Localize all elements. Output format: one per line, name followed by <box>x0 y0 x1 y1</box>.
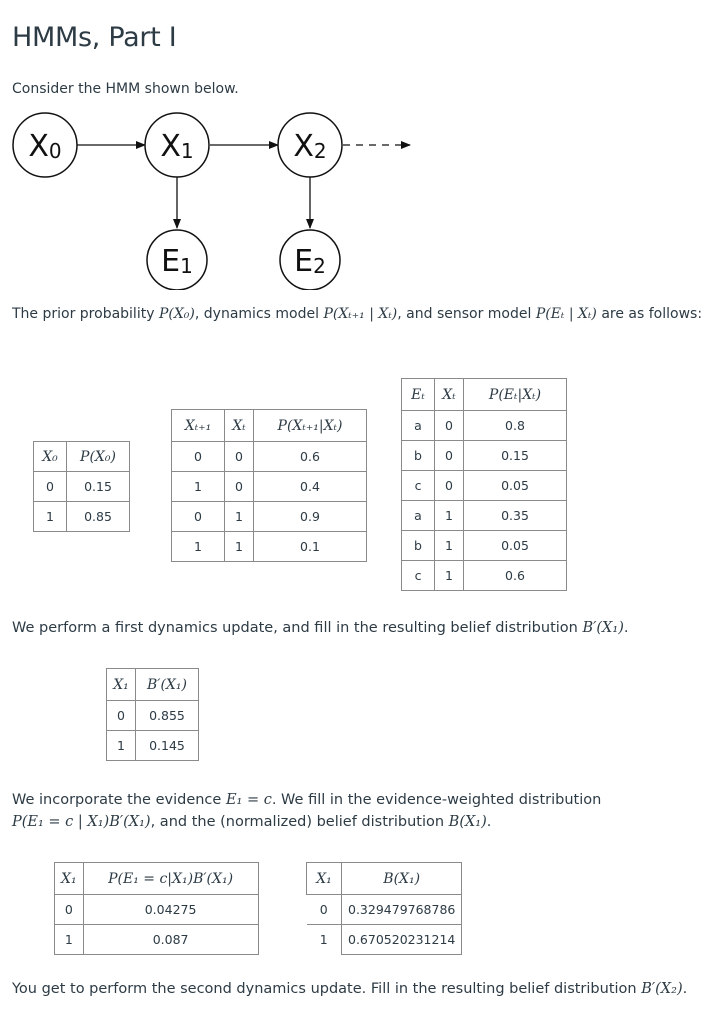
dynamics-table <box>171 409 367 562</box>
table-row <box>172 532 367 562</box>
table-cell: 0 <box>34 472 67 502</box>
table-cell: 1 <box>435 501 464 531</box>
node-x1 <box>145 113 209 177</box>
table-cell: 0 <box>435 411 464 441</box>
models-description: The prior probability P(X₀), dynamics model P(Xₜ₊₁ | Xₜ), and sensor model P(Eₜ | Xₜ) are as follows: <box>12 306 703 322</box>
svg-text:X2: X2 <box>293 129 327 164</box>
table-cell: 1 <box>225 502 254 532</box>
table-cell: 1 <box>307 925 342 955</box>
table-row <box>402 471 567 501</box>
table-cell: 0.145 <box>136 731 199 761</box>
bprime-x1-table <box>106 668 199 761</box>
table-cell: 0.329479768786 <box>342 895 462 925</box>
table-cell: 1 <box>435 561 464 591</box>
table-cell: 0.85 <box>67 502 130 532</box>
hmm-diagram <box>0 110 728 290</box>
table-row <box>107 731 199 761</box>
table-row <box>55 895 259 925</box>
table-cell: 0 <box>172 442 225 472</box>
table-header-cell: P(E₁ = c|X₁)B′(X₁) <box>83 863 258 895</box>
table-cell: 1 <box>172 472 225 502</box>
second-update-text: You get to perform the second dynamics update. Fill in the resulting belief distribution B′(X₂). <box>12 981 688 997</box>
table-cell: b <box>402 441 435 471</box>
table-header-cell: Xₜ <box>225 410 254 442</box>
table-row <box>34 472 130 502</box>
table-header-cell: B(X₁) <box>342 863 462 895</box>
svg-text:E1: E1 <box>161 244 193 279</box>
table-cell: a <box>402 501 435 531</box>
table-cell: 0.8 <box>464 411 567 441</box>
sensor-table <box>401 378 567 591</box>
table-header-cell: X₁ <box>55 863 84 895</box>
table-cell: 0 <box>225 472 254 502</box>
table-cell: 0 <box>435 471 464 501</box>
table-cell: 0.9 <box>254 502 367 532</box>
table-row <box>55 925 259 955</box>
table-cell: 0 <box>107 701 136 731</box>
table-row <box>107 701 199 731</box>
table-row <box>402 531 567 561</box>
table-cell: 0.15 <box>464 441 567 471</box>
table-cell: 0 <box>435 441 464 471</box>
table-row <box>34 502 130 532</box>
table-cell: 0 <box>172 502 225 532</box>
table-cell: 0.04275 <box>83 895 258 925</box>
table-cell: 0.35 <box>464 501 567 531</box>
table-row <box>172 502 367 532</box>
belief-x1-table <box>306 862 462 955</box>
table-cell: 1 <box>435 531 464 561</box>
table-cell: 1 <box>172 532 225 562</box>
table-cell: 0.087 <box>83 925 258 955</box>
table-header-cell: P(Eₜ|Xₜ) <box>464 379 567 411</box>
first-update-text: We perform a first dynamics update, and fill in the resulting belief distribution B′(X₁). <box>12 620 629 636</box>
page-title: HMMs, Part I <box>12 22 177 53</box>
table-header-cell: Eₜ <box>402 379 435 411</box>
table-cell: 0.855 <box>136 701 199 731</box>
table-cell: 0.670520231214 <box>342 925 462 955</box>
intro-text: Consider the HMM shown below. <box>12 81 239 97</box>
svg-text:E2: E2 <box>294 244 326 279</box>
table-row <box>402 501 567 531</box>
prior-table <box>33 441 130 532</box>
table-cell: 0.05 <box>464 471 567 501</box>
table-cell: 1 <box>55 925 84 955</box>
table-cell: c <box>402 561 435 591</box>
header-x0: X₀ <box>34 442 67 472</box>
table-row <box>402 561 567 591</box>
table-cell: 0 <box>225 442 254 472</box>
table-cell: a <box>402 411 435 441</box>
svg-text:X0: X0 <box>28 129 62 164</box>
table-row <box>402 441 567 471</box>
svg-text:X1: X1 <box>160 129 194 164</box>
table-row <box>172 472 367 502</box>
table-cell: 0.05 <box>464 531 567 561</box>
table-row <box>307 895 462 925</box>
table-cell: 0.6 <box>254 442 367 472</box>
table-cell: 1 <box>107 731 136 761</box>
table-cell: 0.15 <box>67 472 130 502</box>
table-cell: 0.4 <box>254 472 367 502</box>
table-header-cell: Xₜ₊₁ <box>172 410 225 442</box>
table-cell: b <box>402 531 435 561</box>
table-row <box>307 925 462 955</box>
node-x0 <box>13 113 77 177</box>
table-cell: 1 <box>34 502 67 532</box>
table-cell: 0.1 <box>254 532 367 562</box>
node-e2 <box>280 230 340 290</box>
table-row <box>172 442 367 472</box>
evidence-text: We incorporate the evidence E₁ = c. We fill in the evidence-weighted distribution P(E₁ = c | X₁)B′(X₁), and the (normalized) belief distribution B(X₁). <box>12 792 602 830</box>
table-header-cell: Xₜ <box>435 379 464 411</box>
table-header-cell: P(Xₜ₊₁|Xₜ) <box>254 410 367 442</box>
table-header-cell: B′(X₁) <box>136 669 199 701</box>
evidence-weighted-table <box>54 862 259 955</box>
table-header-cell: X₁ <box>307 863 342 895</box>
table-cell: 1 <box>225 532 254 562</box>
node-e1 <box>147 230 207 290</box>
table-cell: 0.6 <box>464 561 567 591</box>
table-cell: 0 <box>55 895 84 925</box>
header-p-x0: P(X₀) <box>67 442 130 472</box>
table-header-cell: X₁ <box>107 669 136 701</box>
table-cell: c <box>402 471 435 501</box>
table-cell: 0 <box>307 895 342 925</box>
table-row <box>402 411 567 441</box>
node-x2 <box>278 113 342 177</box>
